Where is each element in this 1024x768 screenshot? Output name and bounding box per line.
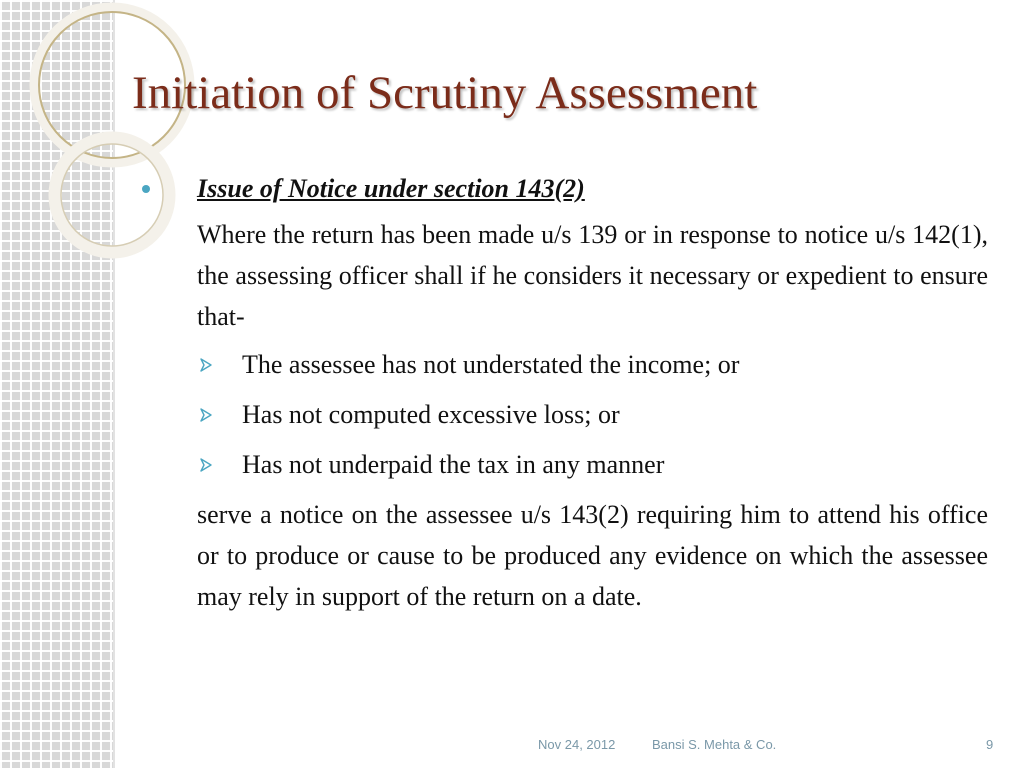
sub-bullet-text: Has not computed excessive loss; or <box>242 400 620 429</box>
sub-bullet-list <box>197 344 988 485</box>
bullet-dot-icon <box>142 185 150 193</box>
chevron-right-icon <box>199 358 213 372</box>
conclusion-paragraph: serve a notice on the assessee u/s 143(2) requiring him to attend his office or to produce or cause to be produced any evidence on which the assessee may rely in support of the return on a date. <box>197 500 988 611</box>
footer-date: Nov 24, 2012 <box>538 737 616 752</box>
sub-bullet-text: Has not underpaid the tax in any manner <box>242 450 665 479</box>
footer-organization: Bansi S. Mehta & Co. <box>652 737 777 752</box>
sub-bullet-item <box>197 394 988 435</box>
footer-page-number: 9 <box>986 737 994 752</box>
sub-bullet-item <box>197 444 988 485</box>
sub-bullet-text: The assessee has not understated the income; or <box>242 350 740 379</box>
slide-title: Initiation of Scrutiny Assessment <box>132 67 758 119</box>
chevron-right-icon <box>199 408 213 422</box>
slide-body <box>140 168 988 617</box>
bullet-heading: Issue of Notice under section 143(2) <box>197 174 585 203</box>
chevron-right-icon <box>199 458 213 472</box>
intro-paragraph: Where the return has been made u/s 139 or in response to notice u/s 142(1), the assessing officer shall if he considers it necessary or expedient to ensure that- <box>197 220 988 331</box>
bullet-item <box>140 168 988 209</box>
sub-bullet-item <box>197 344 988 385</box>
